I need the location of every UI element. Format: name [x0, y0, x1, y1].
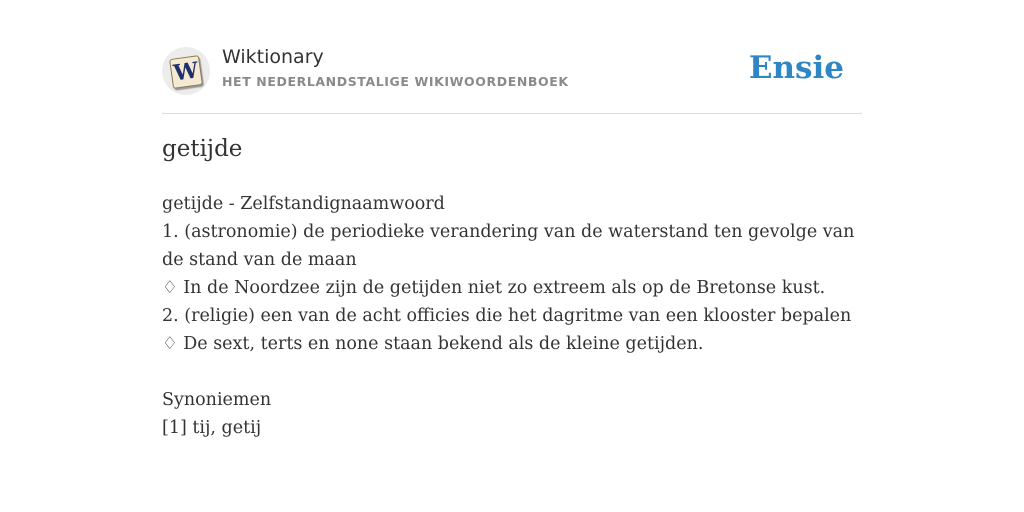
wiktionary-logo-icon[interactable] — [162, 47, 210, 95]
entry-content — [162, 190, 862, 442]
site-subtitle: HET NEDERLANDSTALIGE WIKIWOORDENBOEK — [222, 74, 569, 89]
logo-tile — [169, 55, 203, 89]
definition-2: 2. (religie) een van de acht officies die het dagritme van een klooster bepalen — [162, 306, 852, 326]
example-2: ♢ De sext, terts en none staan bekend als de kleine getijden. — [162, 334, 704, 354]
site-name[interactable]: Wiktionary — [222, 46, 324, 68]
logo-letter: W — [171, 57, 201, 87]
synonyms-list: [1] tij, getij — [162, 418, 262, 438]
ensie-logo[interactable]: Ensie — [748, 50, 844, 86]
example-1: ♢ In de Noordzee zijn de getijden niet zo extreem als op de Bretonse kust. — [162, 278, 826, 298]
spacer — [162, 358, 862, 386]
entry-heading-line: getijde - Zelfstandignaamwoord — [162, 194, 445, 214]
page-title: getijde — [162, 136, 243, 162]
synonyms-heading: Synoniemen — [162, 390, 272, 410]
site-header — [162, 40, 862, 114]
definition-1: 1. (astronomie) de periodieke verandering van de waterstand ten gevolge van de stand van de maan — [162, 222, 855, 270]
